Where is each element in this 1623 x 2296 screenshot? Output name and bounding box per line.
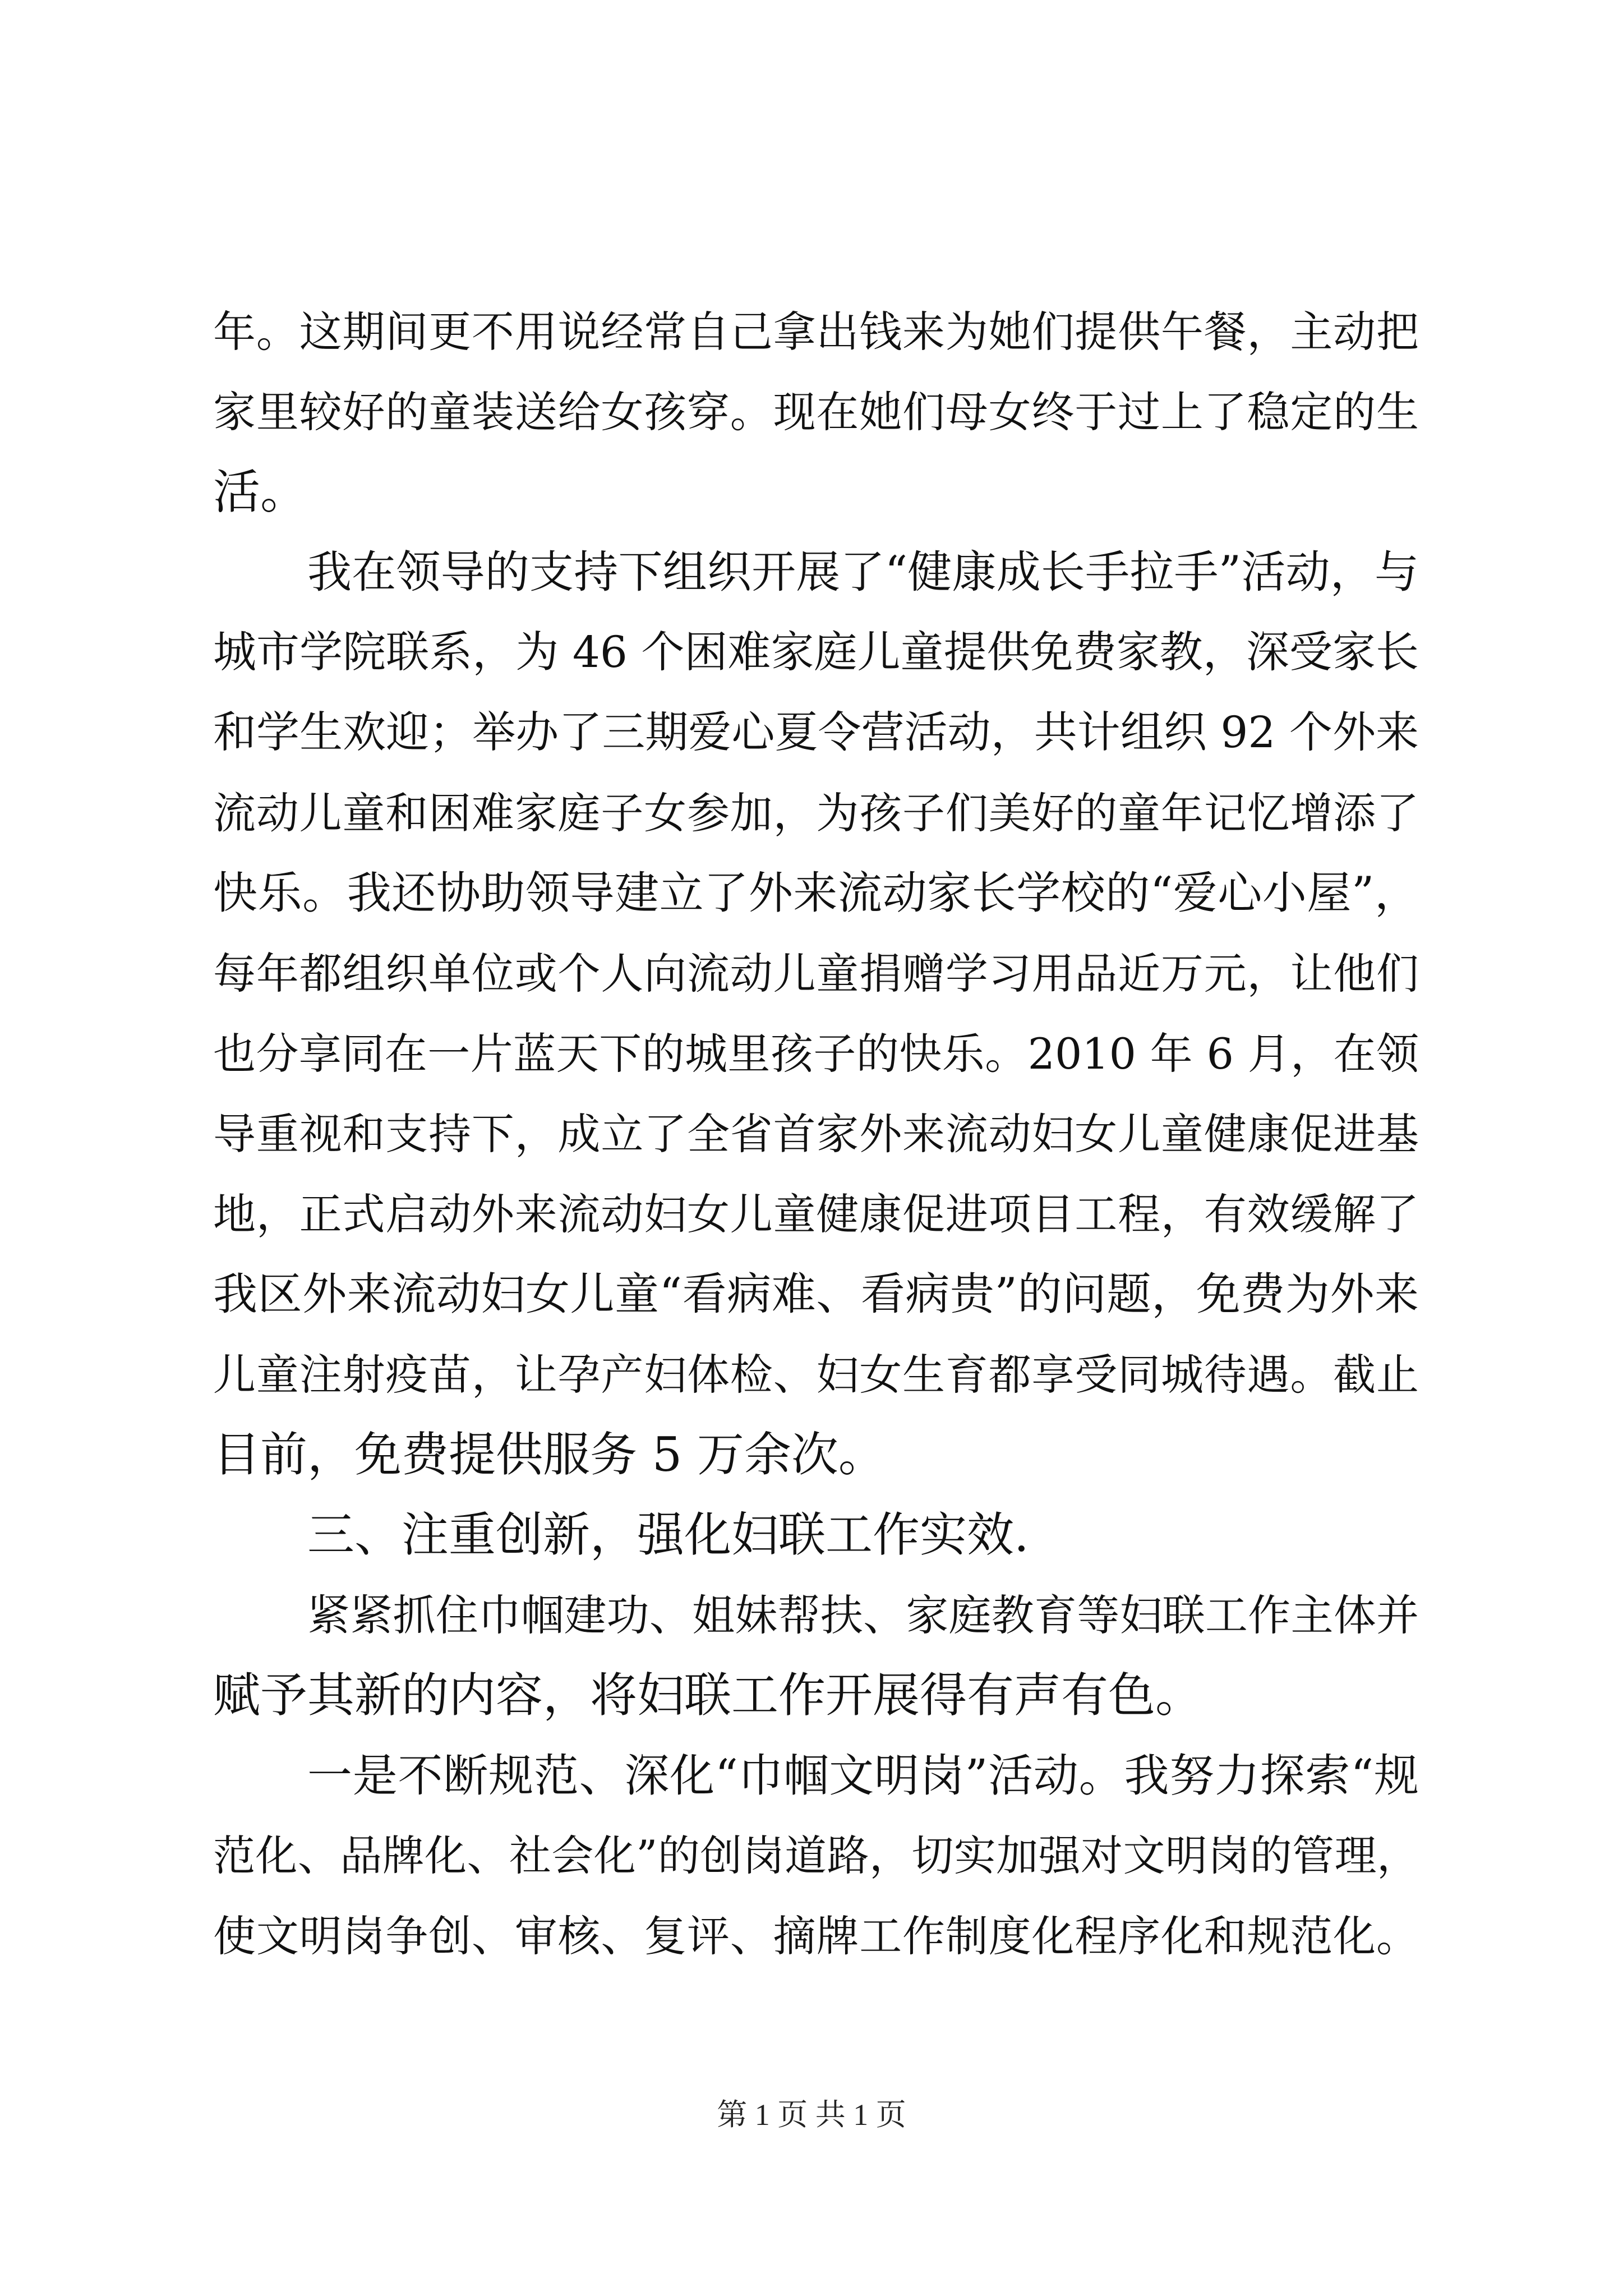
paragraph-line: 一是不断规范、深化“巾帼文明岗”活动。我努力探索“规 (307, 1750, 1419, 1802)
paragraph-line: 目前，免费提供服务 5 万余次。 (213, 1427, 886, 1482)
paragraph-line: 儿童注射疫苗，让孕产妇体检、妇女生育都享受同城待遇。截止 (213, 1350, 1419, 1400)
paragraph-line: 快乐。我还协助领导建立了外来流动家长学校的“爱心小屋”， (213, 867, 1419, 919)
paragraph-line: 活。 (213, 464, 308, 519)
paragraph-line: 也分享同在一片蓝天下的城里孩子的快乐。2010 年 6 月，在领 (213, 1029, 1419, 1079)
section-heading: 三、注重创新，强化妇联工作实效. (307, 1507, 1029, 1562)
paragraph-line: 和学生欢迎；举办了三期爱心夏令营活动，共计组织 92 个外来 (213, 708, 1419, 758)
paragraph-line: 使文明岗争创、审核、复评、摘牌工作制度化程序化和规范化。 (213, 1911, 1419, 1961)
paragraph-line: 导重视和支持下，成立了全省首家外来流动妇女儿童健康促进基 (213, 1109, 1419, 1159)
paragraph-line: 赋予其新的内容，将妇联工作开展得有声有色。 (213, 1668, 1203, 1723)
paragraph-line: 紧紧抓住巾帼建功、姐妹帮扶、家庭教育等妇联工作主体并 (307, 1590, 1419, 1640)
paragraph-line: 我在领导的支持下组织开展了“健康成长手拉手”活动，与 (307, 546, 1419, 598)
paragraph-line: 流动儿童和困难家庭子女参加，为孩子们美好的童年记忆增添了 (213, 788, 1419, 838)
paragraph-line: 家里较好的童装送给女孩穿。现在她们母女终于过上了稳定的生 (213, 387, 1419, 437)
paragraph-line: 地，正式启动外来流动妇女儿童健康促进项目工程，有效缓解了 (213, 1189, 1419, 1239)
paragraph-line: 城市学院联系，为 46 个困难家庭儿童提供免费家教，深受家长 (213, 628, 1419, 678)
paragraph-line: 范化、品牌化、社会化”的创岗道路，切实加强对文明岗的管理， (213, 1831, 1419, 1880)
paragraph-line: 年。这期间更不用说经常自己拿出钱来为她们提供午餐，主动把 (213, 307, 1419, 357)
document-body (213, 292, 1419, 1976)
page-footer: 第 1 页 共 1 页 (717, 2098, 906, 2132)
paragraph-line: 每年都组织单位或个人向流动儿童捐赠学习用品近万元，让他们 (213, 949, 1419, 999)
paragraph-line: 我区外来流动妇女儿童“看病难、看病贵”的问题，免费为外来 (213, 1268, 1419, 1320)
